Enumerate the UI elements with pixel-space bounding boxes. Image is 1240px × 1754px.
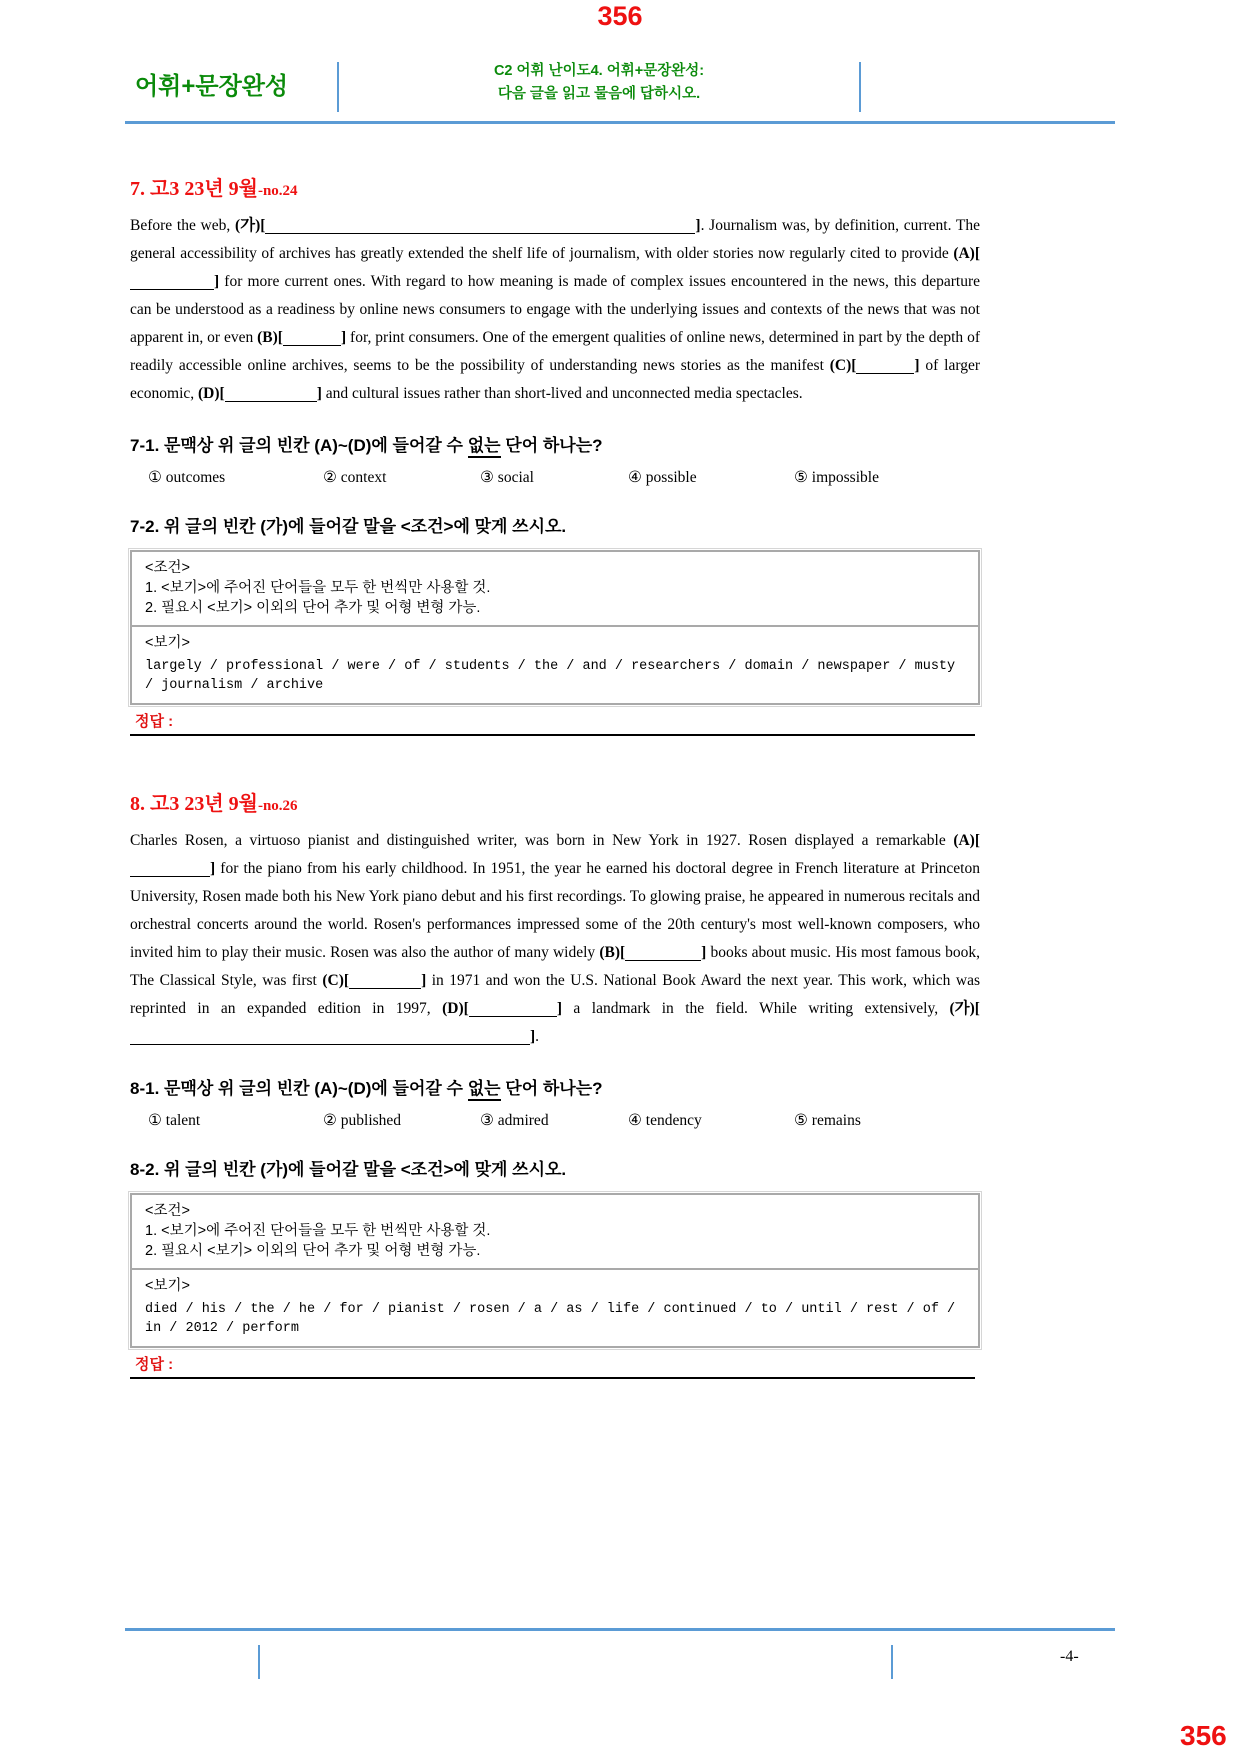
condition-title: <조건> [145, 560, 190, 576]
question-7-1-tail: 단어 하나는? [500, 436, 603, 455]
word-bank-title: <보기> [145, 635, 190, 651]
option-4 [628, 1110, 794, 1132]
underlined-word: 없는 [468, 1079, 501, 1101]
option-label: talent [165, 1112, 201, 1129]
fill-in-blank [625, 945, 701, 962]
answer-line-8 [130, 1377, 975, 1379]
header-divider-left [337, 62, 339, 112]
question-7-1-heading [130, 434, 980, 458]
word-bank-words: largely / professional / were / of / students / the / and / researchers / domain / newspaper / musty / journalism / archive [145, 659, 956, 693]
blank-bracket-close: ] [701, 944, 707, 961]
option-1 [148, 467, 323, 489]
footer-tick-right [891, 1645, 893, 1679]
word-bank-section [132, 627, 978, 703]
blank-label: (B)[ [257, 329, 283, 346]
option-5 [794, 467, 879, 489]
question-7-1-options [130, 467, 980, 489]
instruction-line-1: C2 어휘 난이도4. 어휘+문장완성: [493, 63, 705, 79]
condition-item-2: 2. 필요시 <보기> 이외의 단어 추가 및 어형 변형 가능. [145, 600, 481, 616]
blank-label: (가)[ [234, 217, 266, 234]
option-label: remains [811, 1112, 861, 1129]
question-8-1-options [130, 1110, 980, 1132]
option-number: ① [148, 469, 162, 486]
footer-page-number: -4- [1060, 1648, 1079, 1665]
option-number: ⑤ [794, 1112, 808, 1129]
page-number-bottom: 356 [1180, 1720, 1227, 1751]
fill-in-blank [469, 1001, 557, 1018]
blank-label: (A)[ [953, 245, 980, 262]
word-bank-title: <보기> [145, 1278, 190, 1294]
header-rule [125, 121, 1115, 124]
question-8-passage: Charles Rosen, a virtuoso pianist and distinguished writer, was born in New York in 1927. Rosen displayed a remarkable (A)[] for the piano from his early childhood. In 1951, the year he earned his doctoral degree in French literature at Princeton University, Rosen made both his New York piano debut and his first recordings. To glowing praise, he appeared in numerous recitals and orchestral concerts around the world. Rosen's performances impressed some of the 20th century's most well-known composers, who invited him to play their music. Rosen was also the author of many widely (B)[ ] books about music. His most famous book, The Classical Style, was first (C)[ ] in 1971 and won the U.S. National Book Award the next year. This work, which was reprinted in an expanded edition in 1997, (D)[ ] a landmark in the field. While writing extensively, (가)[]. [130, 832, 981, 1045]
option-1 [148, 1110, 323, 1132]
answer-label-7: 정답 : [135, 713, 174, 730]
question-8-source: -no.26 [257, 798, 298, 814]
option-2 [323, 1110, 480, 1132]
condition-box-7 [130, 550, 980, 705]
blank-bracket-close: ] [421, 972, 427, 989]
header-divider-right [859, 62, 861, 112]
question-8-1-tail: 단어 하나는? [500, 1079, 603, 1098]
blank-label: (C)[ [829, 357, 857, 374]
option-4 [628, 467, 794, 489]
option-number: ④ [628, 1112, 642, 1129]
question-8-heading [130, 791, 980, 819]
fill-in-blank [130, 1029, 530, 1046]
condition-section [132, 552, 978, 625]
condition-item-2: 2. 필요시 <보기> 이외의 단어 추가 및 어형 변형 가능. [145, 1243, 481, 1259]
question-7-heading [130, 176, 980, 204]
blank-bracket-close: ] [214, 273, 220, 290]
section-title: 어휘+문장완성 [135, 73, 289, 100]
blank-bracket-close: ] [340, 329, 347, 346]
blank-bracket-close: ] [914, 357, 920, 374]
condition-item-1: 1. <보기>에 주어진 단어들을 모두 한 번씩만 사용할 것. [145, 580, 491, 596]
option-label: tendency [645, 1112, 702, 1129]
question-7-source: -no.24 [257, 183, 298, 199]
blank-bracket-close: ] [695, 217, 701, 234]
question-8-1-heading [130, 1077, 980, 1101]
page-number-top: 356 [597, 1, 643, 31]
option-label: impossible [811, 469, 879, 486]
answer-label-8: 정답 : [135, 1356, 174, 1373]
blank-label: (D)[ [442, 1000, 469, 1017]
option-number: ⑤ [794, 469, 808, 486]
fill-in-blank [265, 218, 695, 235]
option-number: ③ [480, 1112, 494, 1129]
question-7-1-text: 7-1. 문맥상 위 글의 빈칸 (A)~(D)에 들어갈 수 [130, 436, 468, 455]
option-label: context [340, 469, 387, 486]
blank-bracket-close: ] [316, 385, 322, 402]
blank-label: (B)[ [599, 944, 626, 961]
option-5 [794, 1110, 861, 1132]
option-label: published [340, 1112, 402, 1129]
option-label: possible [645, 469, 697, 486]
fill-in-blank [349, 973, 421, 990]
blank-bracket-close: ] [530, 1028, 536, 1045]
question-7-title: 7. 고3 23년 9월 [130, 178, 258, 200]
option-label: outcomes [165, 469, 226, 486]
footer-rule [125, 1628, 1115, 1631]
footer-tick-left [258, 1645, 260, 1679]
word-bank-words: died / his / the / he / for / pianist / rosen / a / as / life / continued / to / until / rest / of / in / 2012 / perform [145, 1302, 956, 1336]
condition-section [132, 1195, 978, 1268]
fill-in-blank [283, 330, 341, 347]
option-label: social [497, 469, 534, 486]
option-number: ④ [628, 469, 642, 486]
option-3 [480, 467, 628, 489]
option-number: ③ [480, 469, 494, 486]
blank-label: (가)[ [949, 1000, 980, 1017]
main-content [130, 176, 980, 1379]
word-bank-section [132, 1270, 978, 1346]
condition-item-1: 1. <보기>에 주어진 단어들을 모두 한 번씩만 사용할 것. [145, 1223, 491, 1239]
blank-bracket-close: ] [210, 860, 216, 877]
question-8-1-text: 8-1. 문맥상 위 글의 빈칸 (A)~(D)에 들어갈 수 [130, 1079, 468, 1098]
fill-in-blank [225, 386, 317, 403]
blank-bracket-close: ] [556, 1000, 562, 1017]
option-label: admired [497, 1112, 549, 1129]
question-8-title: 8. 고3 23년 9월 [130, 793, 258, 815]
question-7-passage: Before the web, (가)[ ]. Journalism was, by definition, current. The general accessibility of archives has greatly extended the shelf life of journalism, with older stories now regularly cited to provide (A)[] for more current ones. With regard to how meaning is made of complex issues encountered in the news, this departure can be understood as a readiness by online news consumers to engage with the underlying issues and contexts of the news that was not apparent in, or even (B)[ ] for, print consumers. One of the emergent qualities of online news, determined in part by the depth of readily accessible online archives, seems to be the possibility of understanding news stories as the manifest (C)[ ] of larger economic, (D)[ ] and cultural issues rather than short-lived and unconnected media spectacles. [130, 217, 981, 402]
fill-in-blank [130, 274, 214, 291]
question-8-2-heading: 8-2. 위 글의 빈칸 (가)에 들어갈 말을 <조건>에 맞게 쓰시오. [130, 1160, 567, 1179]
instruction-line-2: 다음 글을 읽고 물음에 답하시오. [497, 86, 701, 102]
question-7-2-heading: 7-2. 위 글의 빈칸 (가)에 들어갈 말을 <조건>에 맞게 쓰시오. [130, 517, 567, 536]
option-2 [323, 467, 480, 489]
header-instructions [345, 60, 853, 106]
blank-label: (A)[ [953, 832, 980, 849]
option-3 [480, 1110, 628, 1132]
condition-title: <조건> [145, 1203, 190, 1219]
blank-label: (C)[ [322, 972, 350, 989]
fill-in-blank [130, 861, 210, 878]
option-number: ① [148, 1112, 162, 1129]
blank-label: (D)[ [198, 385, 225, 402]
option-number: ② [323, 1112, 337, 1129]
condition-box-8 [130, 1193, 980, 1348]
underlined-word: 없는 [468, 436, 501, 458]
answer-line-7 [130, 734, 975, 736]
fill-in-blank [856, 358, 914, 375]
option-number: ② [323, 469, 337, 486]
